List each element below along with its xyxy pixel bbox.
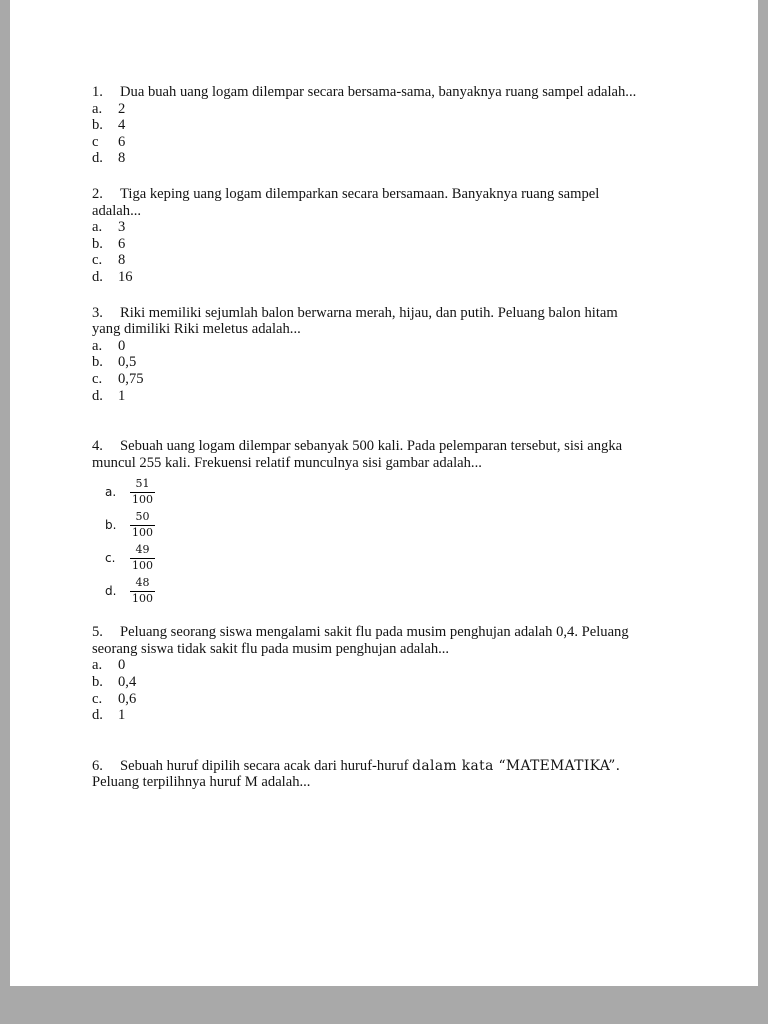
option-value: 6 [118,235,126,252]
option-row [92,707,674,724]
question-text: Riki memiliki sejumlah balon berwarna merah, hijau, dan putih. Peluang balon hitam [120,304,618,321]
question-text: Tiga keping uang logam dilemparkan secara bersamaan. Banyaknya ruang sampel [120,185,600,202]
option-label: c. [105,550,116,565]
fraction-numerator: 48 [135,576,150,590]
question-line: muncul 255 kali. Frekuensi relatif munculnya sisi gambar adalah... [92,454,482,471]
fraction-denominator: 100 [132,525,153,539]
question-text: Peluang seorang siswa mengalami sakit flu pada musim penghujan adalah 0,4. Peluang [120,624,629,641]
question-line: seorang siswa tidak sakit flu pada musim penghujan adalah... [92,640,450,657]
option-row [105,577,674,605]
fraction [130,577,155,605]
question-line: Peluang terpilihnya huruf M adalah... [92,774,311,791]
option-row [92,657,674,674]
question-3 [92,305,674,405]
option-value: 8 [118,150,126,167]
option-label: c. [92,252,103,269]
options-list [92,657,674,723]
option-row [105,544,674,572]
question-number: 3. [92,304,103,321]
fraction [130,478,155,506]
question-line: adalah... [92,202,142,219]
quiz-content [10,0,758,791]
question-text: Dua buah uang logam dilempar secara bersama-sama, banyaknya ruang sampel adalah... [120,84,637,100]
option-row [92,371,674,388]
option-row [92,150,674,167]
options-list [92,471,674,605]
question-6 [92,758,674,791]
question-line [92,84,674,101]
option-label: d. [92,268,103,285]
question-text: Sebuah huruf dipilih secara acak dari huruf-huruf [120,757,413,774]
option-label: a. [92,219,103,236]
question-line [92,438,674,455]
option-row [92,117,674,134]
option-label: c. [92,370,103,387]
fraction-numerator: 51 [135,477,150,491]
option-label: c. [92,690,103,707]
math-word: dalam kata “MATEMATIKA”. [412,757,621,774]
option-label: d. [92,150,103,167]
option-label: a. [92,337,103,354]
option-value: 0 [118,657,126,674]
option-label: b. [92,235,103,252]
options-list [92,219,674,285]
question-4 [92,438,674,605]
option-value: 3 [118,219,126,236]
question-number: 4. [92,438,103,455]
option-value: 0,5 [118,354,137,371]
option-row [92,252,674,269]
option-label: c [92,133,99,150]
fraction-numerator: 50 [135,510,150,524]
option-value: 0,6 [118,690,137,707]
question-line [92,305,674,322]
option-label: b. [92,674,103,691]
option-row [92,134,674,151]
question-number: 1. [92,84,103,100]
fraction-denominator: 100 [132,591,153,605]
question-number: 6. [92,757,103,774]
option-row [92,674,674,691]
option-row [92,691,674,708]
option-label: d. [105,583,117,598]
question-line: yang dimiliki Riki meletus adalah... [92,321,301,338]
question-line [92,624,674,641]
question-text: Sebuah uang logam dilempar sebanyak 500 kali. Pada pelemparan tersebut, sisi angka [120,438,623,455]
question-number: 5. [92,624,103,641]
option-value: 0,75 [118,370,144,387]
question-1 [92,84,674,167]
option-value: 16 [118,268,133,285]
fraction-denominator: 100 [132,558,153,572]
fraction [130,544,155,572]
option-label: b. [92,117,103,134]
option-label: a. [105,484,117,499]
option-label: d. [92,387,103,404]
fraction-numerator: 49 [135,543,150,557]
option-row [92,219,674,236]
option-value: 1 [118,707,126,724]
question-line [92,758,674,775]
paper-page [10,0,758,986]
question-5 [92,624,674,724]
option-row [92,338,674,355]
option-value: 1 [118,387,126,404]
question-2 [92,186,674,286]
option-label: a. [92,657,103,674]
options-list [92,338,674,404]
option-value: 0 [118,337,126,354]
option-row [92,101,674,118]
option-row [92,354,674,371]
option-value: 4 [118,117,126,134]
question-line [92,186,674,203]
option-row [105,478,674,506]
option-label: b. [92,354,103,371]
options-list [92,101,674,167]
fraction [130,511,155,539]
option-label: d. [92,707,103,724]
option-row [92,388,674,405]
fraction-denominator: 100 [132,492,153,506]
option-value: 2 [118,100,126,117]
option-value: 0,4 [118,674,137,691]
option-value: 8 [118,252,126,269]
option-row [105,511,674,539]
option-row [92,236,674,253]
option-label: b. [105,517,117,532]
option-row [92,269,674,286]
question-number: 2. [92,185,103,202]
option-value: 6 [118,133,126,150]
option-label: a. [92,100,103,117]
